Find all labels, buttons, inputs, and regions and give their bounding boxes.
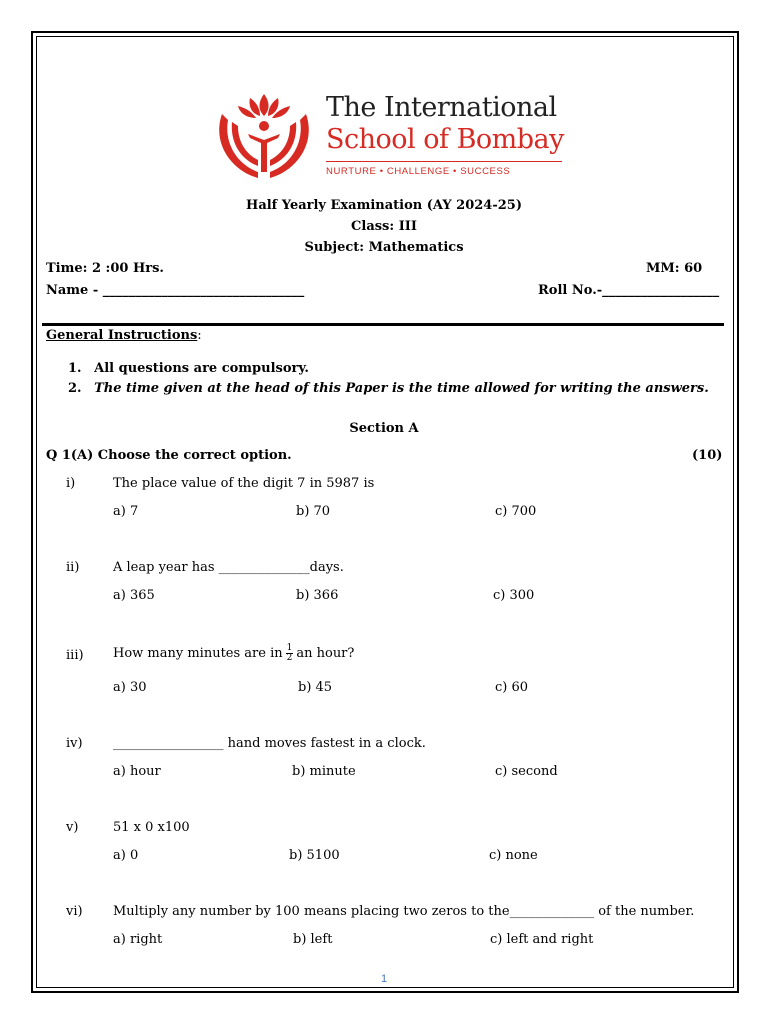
- question-text: Multiply any number by 100 means placing two zeros to the_____________ of the number.: [113, 904, 695, 919]
- question-text: 51 x 0 x100: [113, 820, 190, 835]
- question-text: The place value of the digit 7 in 5987 is: [113, 476, 375, 491]
- question-text: A leap year has ______________days.: [113, 560, 344, 575]
- header-divider: [42, 323, 724, 326]
- subject-label: Subject: Mathematics: [304, 240, 464, 255]
- question-text: _________________ hand moves fastest in a clock.: [113, 736, 426, 751]
- instruction-num: 2.: [68, 381, 82, 396]
- question-text-pre: How many minutes are in: [113, 646, 283, 661]
- instruction-item: [68, 361, 309, 376]
- instructions-heading-colon: :: [197, 328, 202, 343]
- fraction-numerator: 1: [286, 643, 293, 653]
- instructions-heading-text: General Instructions: [46, 328, 198, 343]
- option-a: a) 0: [113, 848, 139, 863]
- question-number: ii): [66, 560, 80, 575]
- option-b: b) 366: [296, 588, 339, 603]
- question-marks: (10): [692, 448, 723, 463]
- question-number: vi): [66, 904, 83, 919]
- question-label: Q 1(A) Choose the correct option.: [46, 448, 292, 463]
- question-number: v): [66, 820, 79, 835]
- fraction-denominator: 2: [286, 653, 293, 663]
- option-c: c) 300: [493, 588, 535, 603]
- question-text-post: an hour?: [296, 646, 355, 661]
- question-number: iv): [66, 736, 83, 751]
- option-b: b) left: [293, 932, 333, 947]
- option-b: b) minute: [292, 764, 356, 779]
- instruction-text: All questions are compulsory.: [94, 361, 309, 376]
- logo-tagline: NURTURE • CHALLENGE • SUCCESS: [326, 166, 511, 177]
- option-b: b) 70: [296, 504, 331, 519]
- option-b: b) 5100: [289, 848, 340, 863]
- option-c: c) none: [489, 848, 538, 863]
- instruction-item: [68, 381, 709, 396]
- option-a: a) right: [113, 932, 163, 947]
- option-c: c) second: [495, 764, 558, 779]
- option-a: a) 365: [113, 588, 155, 603]
- question-text: [113, 644, 354, 663]
- instructions-heading: [46, 328, 202, 343]
- page-number: 1: [380, 973, 388, 985]
- option-a: a) 30: [113, 680, 147, 695]
- option-c: c) 60: [495, 680, 529, 695]
- fraction: [286, 644, 294, 663]
- option-b: b) 45: [298, 680, 333, 695]
- logo-divider: [326, 161, 562, 162]
- roll-field: Roll No.-__________________: [538, 283, 720, 298]
- instruction-num: 1.: [68, 361, 82, 376]
- logo-title-line2: School of Bombay: [326, 124, 564, 155]
- max-marks: MM: 60: [646, 261, 703, 276]
- question-number: i): [66, 476, 76, 491]
- section-title: Section A: [349, 421, 419, 436]
- option-c: c) 700: [495, 504, 537, 519]
- option-a: a) hour: [113, 764, 161, 779]
- name-field: Name - _______________________________: [46, 283, 305, 298]
- option-a: a) 7: [113, 504, 139, 519]
- logo-title-line1: The International: [326, 92, 557, 123]
- instruction-text: The time given at the head of this Paper is the time allowed for writing the answers.: [94, 381, 709, 396]
- class-label: Class: III: [351, 219, 417, 234]
- time-label: Time: 2 :00 Hrs.: [46, 261, 164, 276]
- question-number: iii): [66, 648, 84, 663]
- lotus-hands-icon: [212, 92, 316, 184]
- school-logo: [212, 92, 568, 184]
- exam-title: Half Yearly Examination (AY 2024-25): [246, 198, 522, 213]
- option-c: c) left and right: [490, 932, 594, 947]
